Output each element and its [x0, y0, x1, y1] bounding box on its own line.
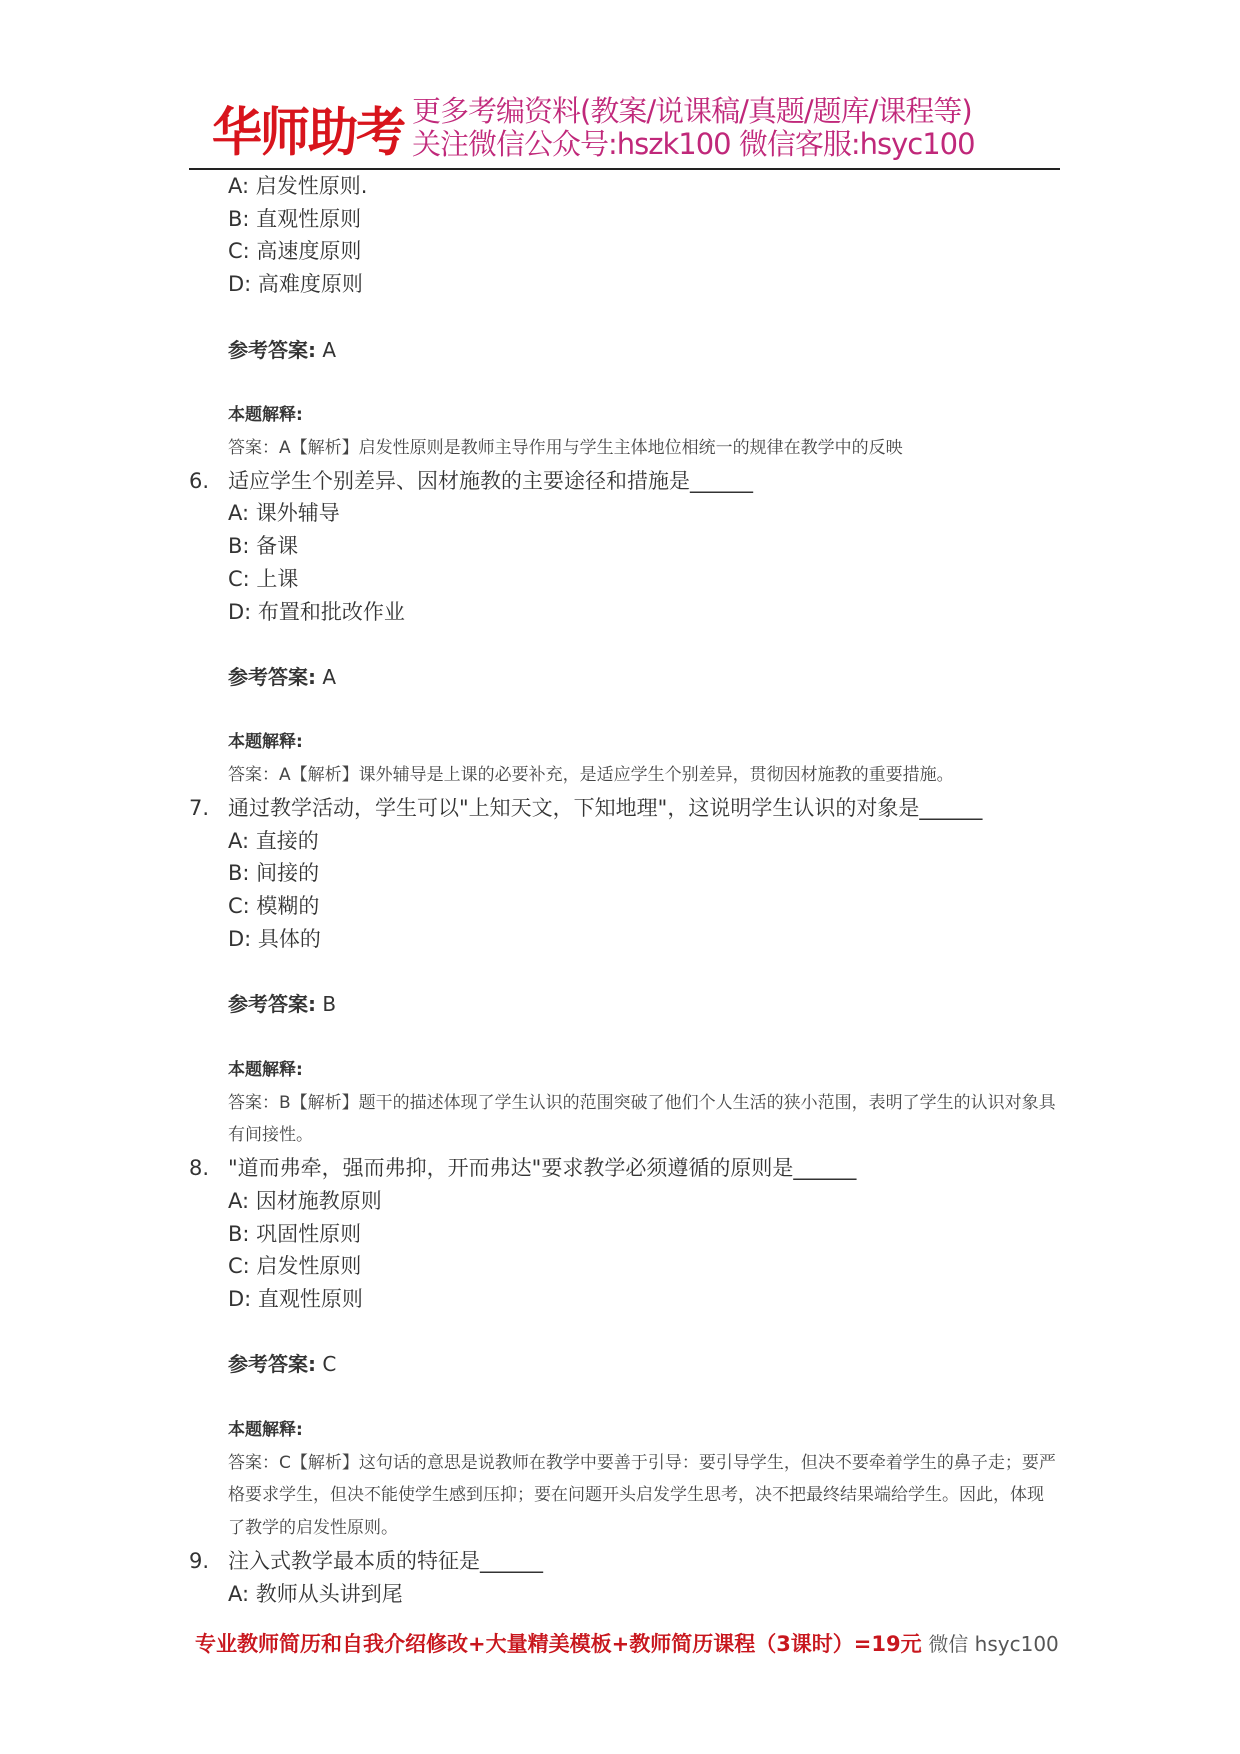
footer-promo [195, 1628, 1059, 1658]
option: A: 因材施教原则 [228, 1188, 382, 1213]
option: A: 直接的 [228, 828, 319, 853]
explanation-text: 答案：A【解析】启发性原则是教师主导作用与学生主体地位相统一的规律在教学中的反映 [228, 437, 903, 458]
explanation-label: 本题解释: [228, 1059, 303, 1080]
question-list [189, 170, 1060, 1610]
question-9: 9. 注入式教学最本质的特征是______ [189, 1548, 543, 1573]
explanation-text: 答案：A【解析】课外辅导是上课的必要补充，是适应学生个别差异，贯彻因材施教的重要措施。 [228, 765, 954, 786]
option: A: 启发性原则. [228, 174, 368, 198]
option: B: 直观性原则 [228, 206, 362, 231]
option: A: 教师从头讲到尾 [228, 1581, 403, 1606]
question-7: 7. 通过教学活动，学生可以"上知天文，下知地理"，这说明学生认识的对象是______ [189, 795, 983, 820]
option: C: 启发性原则 [228, 1254, 362, 1279]
option: B: 巩固性原则 [228, 1221, 362, 1246]
reference-answer: 参考答案: C [228, 1352, 337, 1377]
banner-line-1: 更多考编资料(教案/说课稿/真题/题库/课程等) [412, 94, 972, 128]
option: A: 课外辅导 [228, 501, 340, 526]
brand-logo: 华师助考 [212, 101, 404, 163]
explanation-label: 本题解释: [228, 1419, 303, 1440]
question-6: 6. 适应学生个别差异、因材施教的主要途径和措施是______ [189, 468, 753, 493]
option: B: 备课 [228, 534, 299, 559]
contact-text: 微信 hsyc100 [928, 1632, 1059, 1656]
option: D: 布置和批改作业 [228, 599, 405, 624]
explanation-label: 本题解释: [228, 405, 303, 426]
question-8: 8. "道而弗牵，强而弗抑，开而弗达"要求教学必须遵循的原则是______ [189, 1156, 857, 1181]
option: D: 高难度原则 [228, 272, 363, 297]
option: D: 具体的 [228, 926, 321, 951]
reference-answer: 参考答案: B [228, 992, 337, 1017]
reference-answer: 参考答案: A [228, 337, 337, 362]
promo-text: 专业教师简历和自我介绍修改+大量精美模板+教师简历课程（3课时）=19元 [195, 1632, 922, 1656]
banner-line-2: 关注微信公众号:hszk100 微信客服:hsyc100 [412, 127, 975, 161]
reference-answer: 参考答案: A [228, 665, 337, 690]
option: B: 间接的 [228, 861, 320, 886]
option: C: 高速度原则 [228, 239, 362, 264]
header-banner [212, 94, 1052, 162]
option: D: 直观性原则 [228, 1286, 363, 1311]
explanation-label: 本题解释: [228, 732, 303, 753]
option: C: 模糊的 [228, 894, 320, 919]
option: C: 上课 [228, 566, 299, 591]
explanation-text: 答案：C【解析】这句话的意思是说教师在教学中要善于引导：要引导学生，但决不要牵着学生的鼻子走；要严格要求学生，但决不能使学生感到压抑；要在问题开头启发学生思考，决不把最终结果端给学生。因此，体现了教学的启发性原则。 [228, 1452, 1056, 1539]
explanation-text: 答案：B【解析】题干的描述体现了学生认识的范围突破了他们个人生活的狭小范围，表明了学生的认识对象具有间接性。 [228, 1092, 1056, 1146]
